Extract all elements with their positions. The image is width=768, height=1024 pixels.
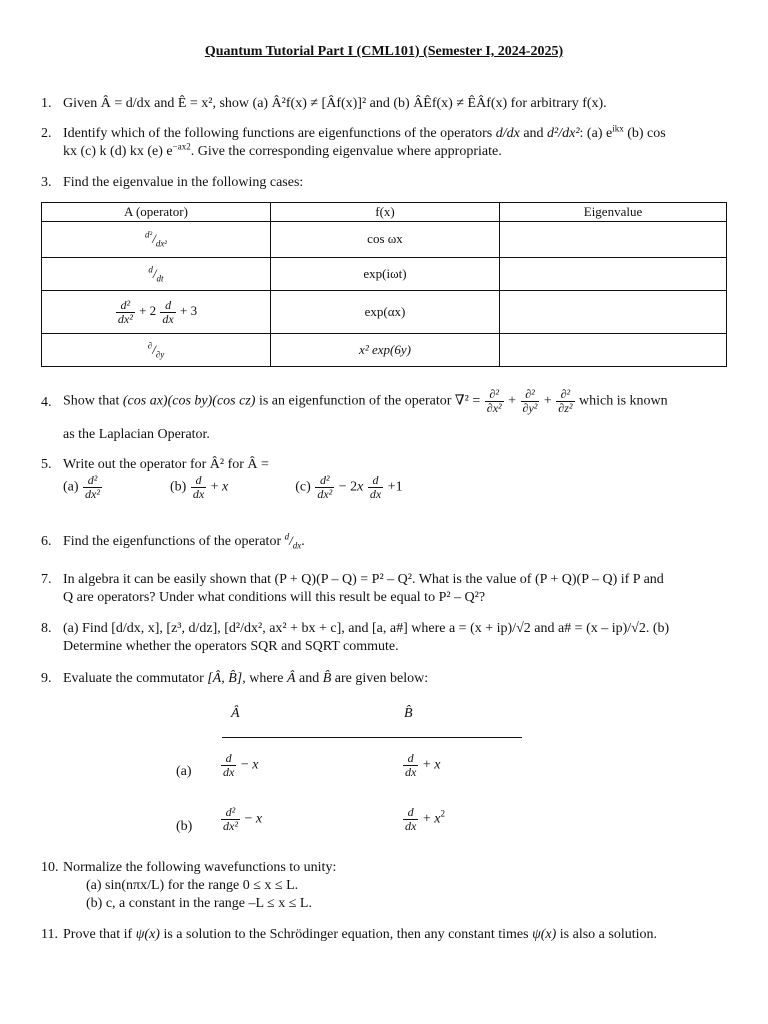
operator-b-hat: B̂ — [322, 671, 332, 686]
question-number: 1. — [41, 96, 52, 111]
question-6 — [41, 533, 731, 551]
sub-item-a: (a) sin(nπx/L) for the range 0 ≤ x ≤ L. — [86, 878, 299, 893]
question-number: 5. — [41, 457, 52, 472]
page-title: Quantum Tutorial Part I (CML101) (Semester I, 2024-2025) — [204, 44, 564, 59]
question-5 — [41, 456, 731, 474]
table-header-row — [42, 203, 727, 222]
eigenvalue-cell[interactable] — [500, 258, 727, 291]
commutator-expression: [Â, B̂] — [207, 671, 243, 686]
question-4 — [41, 388, 731, 414]
question-1 — [41, 95, 731, 113]
text-run: is a solution to the Schrödinger equation, then any constant times — [159, 927, 533, 942]
text-run: . Give the corresponding eigenvalue where appropriate. — [190, 143, 502, 159]
option-label: (b) — [169, 479, 187, 495]
function-cell: x² exp(6y) — [271, 334, 500, 367]
function-cell: cos ωx — [271, 222, 500, 258]
operator-a-row-a: $\frac{d}{dx}$ − x — [223, 751, 259, 779]
question-3 — [41, 174, 731, 192]
operator-d2-dx2: d²/dx² — [547, 126, 580, 141]
question-number: 10. — [41, 860, 59, 875]
text-run: Show that — [63, 393, 123, 409]
option-label: (a) — [63, 479, 79, 495]
column-header: f(x) — [271, 203, 500, 222]
column-label-a: Â — [231, 706, 240, 721]
row-label: (a) — [176, 764, 192, 779]
text-run: (b) cos — [623, 126, 666, 141]
options-row: (a) $\frac{\text{d²}}{\text{dx²}}$ (b) $\frac{d}{dx}$ + x (c) $\frac{\text{d²}}{\text{dx²}}$ − 2x $\frac{d}{dx}$ +1 — [63, 473, 403, 501]
wavefunction-symbol: ψ(x) — [532, 927, 557, 942]
text-run: kx (c) k (d) kx (e) e — [63, 143, 173, 159]
text-run: and — [519, 126, 548, 141]
eigenvalue-cell[interactable] — [500, 291, 727, 334]
question-5-options — [41, 474, 731, 500]
operator-cell: $\frac{\text{d²}}{\text{dx²}}$ + 2 $\frac{d}{dx}$ + 3 — [42, 291, 271, 334]
laplacian-symbol: ∇² = — [454, 393, 484, 409]
operator-a-hat: Â — [286, 671, 296, 686]
question-number: 4. — [41, 395, 52, 410]
question-text: Write out the operator for Â² for Â = — [63, 457, 269, 472]
question-text: Given Â = d/dx and Ê = x², show (a) Â²f(x) ≠ [Âf(x)]² and (b) ÂÊf(x) ≠ ÊÂf(x) for arbitrary f(x). — [63, 96, 607, 111]
question-text: Find the eigenvalue in the following cases: — [63, 175, 304, 190]
question-4-continued — [41, 426, 731, 444]
text-run: is an eigenfunction of the operator — [255, 393, 455, 409]
function-expression: (cos ax)(cos by)(cos cz) — [122, 393, 256, 409]
text-run: which is known — [579, 393, 668, 409]
operator-cell: $^d/_{dt}$ — [42, 258, 271, 291]
eigenvalue-cell[interactable] — [500, 222, 727, 258]
text-run: Prove that if — [63, 927, 136, 942]
row-label: (b) — [176, 819, 193, 834]
eigenvalue-cell[interactable] — [500, 334, 727, 367]
text-run: are given below: — [331, 671, 429, 686]
question-11 — [41, 926, 731, 944]
text-run: Determine whether the operators SQR and SQRT commute. — [63, 638, 399, 654]
column-header: A (operator) — [42, 203, 271, 222]
text-run: Identify which of the following functions are eigenfunctions of the operators — [63, 126, 496, 141]
question-10 — [41, 859, 731, 877]
question-text — [63, 620, 731, 655]
operator-d-dx: d/dx — [495, 126, 520, 141]
text-run: is also a solution. — [556, 927, 658, 942]
question-7 — [41, 571, 731, 606]
question-number: 11. — [41, 927, 58, 942]
question-text: Show that (cos ax)(cos by)(cos cz) is an eigenfunction of the operator ∇² = ∂² ∂x² + ∂² ∂y² + ∂² ∂z² which is known — [63, 387, 668, 415]
wavefunction-symbol: ψ(x) — [135, 927, 160, 942]
text-run: and — [295, 671, 323, 686]
question-text — [63, 670, 731, 688]
question-text: Find the eigenfunctions of the operator $^d/_{dx}$. — [63, 531, 305, 551]
question-text: Normalize the following wavefunctions to unity: — [63, 860, 337, 875]
exponent: ikx — [612, 123, 624, 134]
text-run: In algebra it can be easily shown that (P + Q)(P – Q) = P² – Q². What is the value of (P + Q)(P – Q) if P and — [63, 572, 664, 587]
table-divider — [222, 737, 522, 738]
question-number: 3. — [41, 175, 52, 190]
question-text — [63, 571, 731, 606]
column-label-b: B̂ — [404, 706, 413, 721]
sub-item-b: (b) c, a constant in the range –L ≤ x ≤ L. — [86, 896, 312, 911]
text-run: Q are operators? Under what conditions will this result be equal to P² – Q²? — [63, 589, 486, 605]
table-row — [42, 258, 727, 291]
question-text — [63, 926, 731, 944]
text-run: (a) Find [d/dx, x], [z³, d/dz], [d²/dx², ax² + bx + c], and [a, a#] where a = (x + ip)/√2 and a# = (x – ip)/√2. (b) — [63, 621, 670, 636]
option-label: (c) — [295, 479, 311, 495]
operator-b-row-a: $\frac{d}{dx}$ + x — [405, 751, 441, 779]
question-number: 2. — [41, 126, 52, 141]
table-row — [42, 291, 727, 334]
function-cell: exp(αx) — [271, 291, 500, 334]
question-2 — [41, 125, 731, 160]
table-row — [42, 334, 727, 367]
text-run: : (a) e — [579, 126, 613, 141]
operator-a-row-b: $\frac{\text{d²}}{\text{dx²}}$ − x — [223, 805, 263, 833]
question-text: as the Laplacian Operator. — [63, 427, 210, 442]
table-row — [42, 222, 727, 258]
eigenvalue-table — [41, 202, 727, 367]
text-run: Evaluate the commutator — [63, 671, 208, 686]
column-header: Eigenvalue — [500, 203, 727, 222]
exponent: −ax2 — [172, 140, 191, 151]
operator-b-row-b: $\frac{d}{dx}$ + $x^2$ — [405, 805, 445, 833]
question-text — [63, 125, 731, 160]
question-8 — [41, 620, 731, 655]
text-run: , where — [242, 671, 287, 686]
question-number: 6. — [41, 534, 52, 549]
operator-cell: $^\partial/_{\partial y}$ — [42, 334, 271, 367]
operator-cell: $^{d^2}/_{dx^2}$ — [42, 222, 271, 258]
text-run: Find the eigenfunctions of the operator — [63, 534, 285, 549]
function-cell: exp(iωt) — [271, 258, 500, 291]
question-number: 7. — [41, 572, 52, 587]
question-number: 8. — [41, 621, 52, 636]
question-number: 9. — [41, 671, 52, 686]
question-9 — [41, 670, 731, 688]
